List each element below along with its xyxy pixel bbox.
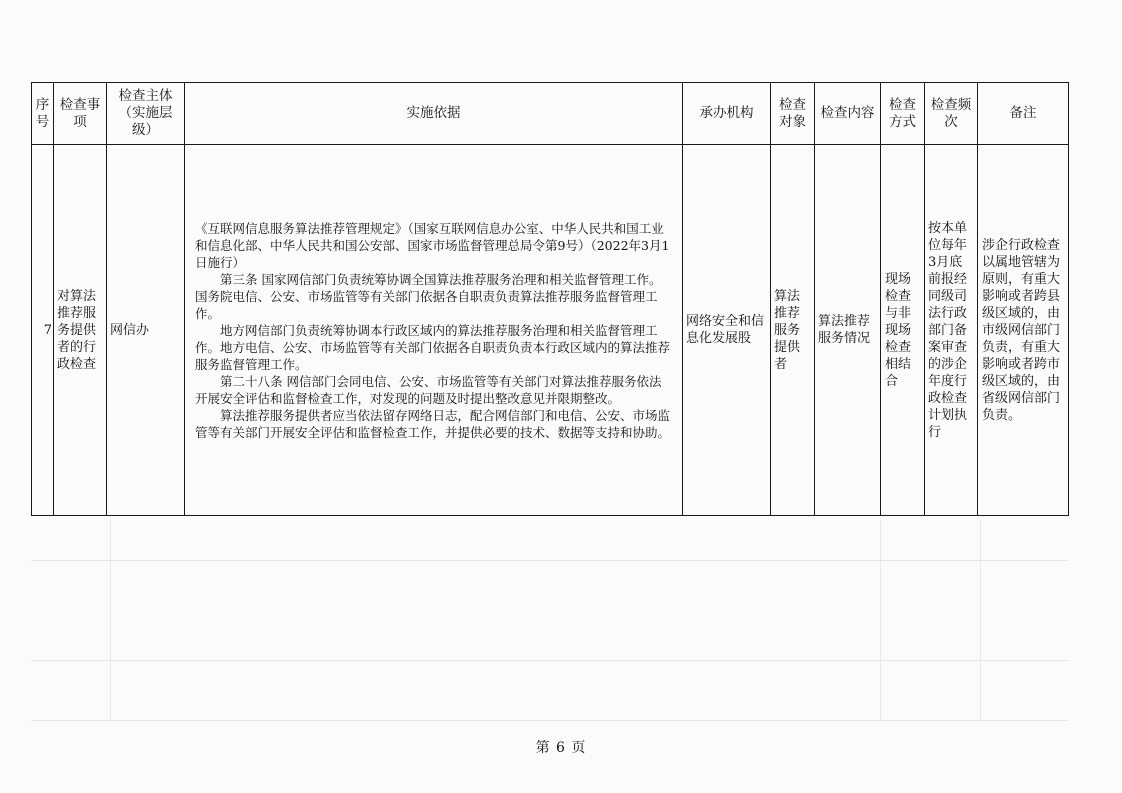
header-dept: 承办机构 <box>683 83 771 145</box>
cell-remark: 涉企行政检查以属地管辖为原则，有重大影响或者跨县级区域的，由市级网信部门负责，有重大影响或者跨市级区域的，由省级网信部门负责。 <box>978 145 1069 516</box>
show-through-line <box>31 720 1068 721</box>
header-seq: 序号 <box>32 83 54 145</box>
header-content: 检查内容 <box>815 83 881 145</box>
cell-seq: 7 <box>32 145 54 516</box>
page-number: 第 6 页 <box>535 740 587 756</box>
header-object: 检查对象 <box>771 83 815 145</box>
table-header-row <box>32 83 1069 145</box>
header-item: 检查事项 <box>54 83 107 145</box>
header-basis: 实施依据 <box>185 83 683 145</box>
cell-basis <box>185 145 683 516</box>
cell-object: 算法推荐服务提供者 <box>771 145 815 516</box>
basis-paragraph: 算法推荐服务提供者应当依法留存网络日志，配合网信部门和电信、公安、市场监管等有关部门开展安全评估和监督检查工作，并提供必要的技术、数据等支持和协助。 <box>195 407 671 440</box>
cell-dept: 网络安全和信息化发展股 <box>683 145 771 516</box>
cell-frequency: 按本单位每年3月底前报经同级司法行政部门备案审查的涉企年度行政检查计划执行 <box>925 145 978 516</box>
show-through-line <box>880 520 881 720</box>
show-through-line <box>980 520 981 720</box>
header-frequency: 检查频次 <box>925 83 978 145</box>
basis-paragraph: 地方网信部门负责统筹协调本行政区域内的算法推荐服务治理和相关监督管理工作。地方电信、公安、市场监管等有关部门依据各自职责负责本行政区域内的算法推荐服务监督管理工作。 <box>195 322 671 372</box>
basis-paragraph: 第三条 国家网信部门负责统筹协调全国算法推荐服务治理和相关监督管理工作。国务院电信、公安、市场监管等有关部门依据各自职责负责算法推荐服务监督管理工作。 <box>195 271 662 321</box>
cell-method: 现场检查与非现场检查相结合 <box>881 145 925 516</box>
header-remark: 备注 <box>978 83 1069 145</box>
table-row <box>32 145 1069 516</box>
cell-item: 对算法推荐服务提供者的行政检查 <box>54 145 107 516</box>
show-through-line <box>31 660 1068 661</box>
show-through-line <box>31 560 1068 561</box>
cell-subject: 网信办 <box>107 145 185 516</box>
show-through-line <box>110 520 111 720</box>
header-method: 检查方式 <box>881 83 925 145</box>
basis-paragraph: 《互联网信息服务算法推荐管理规定》（国家互联网信息办公室、中华人民共和国工业和信息化部、中华人民共和国公安部、国家市场监督管理总局令第9号）（2022年3月1日施行） <box>195 220 670 270</box>
cell-content: 算法推荐服务情况 <box>815 145 881 516</box>
basis-paragraph: 第二十八条 网信部门会同电信、公安、市场监管等有关部门对算法推荐服务依法开展安全评估和监督检查工作，对发现的问题及时提出整改意见并限期整改。 <box>195 373 662 406</box>
header-subject: 检查主体（实施层级） <box>107 83 185 145</box>
inspection-table <box>31 82 1069 516</box>
